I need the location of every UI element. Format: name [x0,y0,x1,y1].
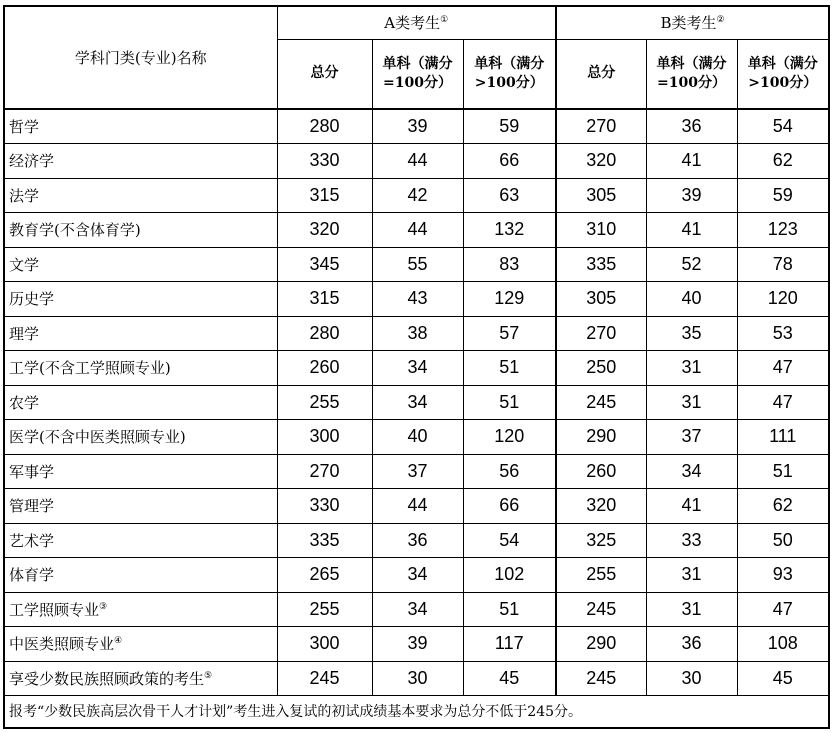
a-total-cell: 280 [277,109,372,144]
a-single-gt100-cell: 66 [463,489,556,524]
subject-name: 中医类照顾专业 [9,635,115,654]
b-single-gt100-cell: 111 [737,420,829,455]
b-single-100-cell: 31 [646,592,737,627]
b-total-cell: 250 [556,351,646,386]
b-total-cell: 245 [556,385,646,420]
a-total-cell: 330 [277,144,372,179]
subject-column-header: 学科门类(专业)名称 [4,6,277,109]
footnote-mark: ⑤ [204,670,213,681]
b-single-gt100-header: 单科（满分>100分） [737,39,829,109]
header-row-groups [4,6,829,39]
subject-name: 艺术学 [9,531,55,550]
b-single-gt100-cell: 62 [737,489,829,524]
subject-name-cell [4,144,277,179]
a-total-cell: 300 [277,420,372,455]
a-single-gt100-cell: 83 [463,247,556,282]
b-single-gt100-cell: 62 [737,144,829,179]
b-total-cell: 255 [556,558,646,593]
table-row [4,282,829,317]
b-single-gt100-cell: 53 [737,316,829,351]
subject-name-cell [4,627,277,662]
footnote-mark: ③ [99,601,108,612]
a-single-100-cell: 39 [372,627,463,662]
subject-name: 管理学 [9,497,55,516]
b-total-cell: 305 [556,178,646,213]
b-single-gt100-cell: 50 [737,523,829,558]
b-total-cell: 320 [556,144,646,179]
b-total-cell: 310 [556,213,646,248]
b-single-100-cell: 41 [646,489,737,524]
a-total-cell: 255 [277,592,372,627]
subject-name-cell [4,316,277,351]
b-single-gt100-cell: 54 [737,109,829,144]
a-single-gt100-cell: 45 [463,661,556,696]
a-single-gt100-cell: 51 [463,351,556,386]
subject-name-cell [4,109,277,144]
a-single-100-cell: 34 [372,592,463,627]
b-single-100-cell: 52 [646,247,737,282]
b-single-gt100-cell: 120 [737,282,829,317]
b-single-100-cell: 41 [646,213,737,248]
subject-name-cell [4,385,277,420]
a-single-gt100-cell: 51 [463,592,556,627]
b-total-cell: 260 [556,454,646,489]
subject-name-cell [4,420,277,455]
a-total-cell: 280 [277,316,372,351]
a-single-gt100-cell: 56 [463,454,556,489]
b-total-cell: 320 [556,489,646,524]
b-single-gt100-cell: 93 [737,558,829,593]
footer-note: 报考“少数民族高层次骨干人才计划”考生进入复试的初试成绩基本要求为总分不低于245分。 [4,696,829,728]
b-single-100-cell: 33 [646,523,737,558]
table-row [4,592,829,627]
b-single-100-cell: 34 [646,454,737,489]
b-single-100-cell: 39 [646,178,737,213]
a-total-cell: 270 [277,454,372,489]
a-total-cell: 335 [277,523,372,558]
b-single-100-cell: 40 [646,282,737,317]
a-total-cell: 315 [277,178,372,213]
b-single-100-cell: 36 [646,627,737,662]
a-total-cell: 300 [277,627,372,662]
b-single-100-cell: 37 [646,420,737,455]
subject-name-cell [4,592,277,627]
table-row [4,213,829,248]
subject-name: 享受少数民族照顾政策的考生 [9,669,205,688]
subject-name-cell [4,454,277,489]
table-row [4,316,829,351]
b-total-cell: 325 [556,523,646,558]
a-single-100-cell: 30 [372,661,463,696]
subject-name-cell [4,213,277,248]
score-table-body [4,109,829,696]
b-single-gt100-cell: 47 [737,385,829,420]
table-row [4,178,829,213]
a-single-100-cell: 44 [372,213,463,248]
a-total-cell: 320 [277,213,372,248]
subject-name: 工学(不含工学照顾专业) [9,359,171,378]
a-total-cell: 315 [277,282,372,317]
table-row [4,420,829,455]
a-single-100-cell: 37 [372,454,463,489]
b-total-cell: 335 [556,247,646,282]
subject-name-cell [4,489,277,524]
a-total-cell: 255 [277,385,372,420]
b-single-gt100-cell: 47 [737,592,829,627]
b-total-cell: 270 [556,316,646,351]
b-single-gt100-cell: 45 [737,661,829,696]
b-total-cell: 290 [556,420,646,455]
a-total-cell: 345 [277,247,372,282]
a-single-100-cell: 34 [372,558,463,593]
subject-name: 医学(不含中医类照顾专业) [9,428,186,447]
subject-name: 法学 [9,186,40,205]
a-single-100-cell: 43 [372,282,463,317]
a-single-100-header: 单科（满分=100分） [372,39,463,109]
a-total-cell: 265 [277,558,372,593]
subject-name: 农学 [9,393,40,412]
b-single-gt100-cell: 59 [737,178,829,213]
b-single-100-cell: 41 [646,144,737,179]
subject-name: 文学 [9,255,40,274]
a-single-100-cell: 34 [372,351,463,386]
a-total-cell: 330 [277,489,372,524]
subject-name: 军事学 [9,462,55,481]
a-single-gt100-cell: 51 [463,385,556,420]
b-single-gt100-cell: 78 [737,247,829,282]
table-row [4,351,829,386]
group-a-header: A类考生① [277,6,556,39]
subject-name: 理学 [9,324,40,343]
a-single-100-cell: 44 [372,489,463,524]
a-single-gt100-header: 单科（满分>100分） [463,39,556,109]
a-single-100-cell: 38 [372,316,463,351]
a-total-cell: 245 [277,661,372,696]
a-single-100-cell: 40 [372,420,463,455]
b-single-gt100-cell: 123 [737,213,829,248]
table-row [4,247,829,282]
a-total-header: 总分 [277,39,372,109]
footnote-mark: ④ [114,636,123,647]
a-single-gt100-cell: 59 [463,109,556,144]
a-single-100-cell: 34 [372,385,463,420]
table-row [4,385,829,420]
table-row [4,144,829,179]
subject-name-cell [4,282,277,317]
a-single-100-cell: 42 [372,178,463,213]
b-single-gt100-cell: 51 [737,454,829,489]
b-single-100-cell: 35 [646,316,737,351]
a-single-100-cell: 39 [372,109,463,144]
subject-name: 历史学 [9,290,55,309]
b-total-header: 总分 [556,39,646,109]
subject-name: 工学照顾专业 [9,600,100,619]
score-table [3,5,830,729]
a-single-gt100-cell: 66 [463,144,556,179]
b-total-cell: 305 [556,282,646,317]
subject-name: 经济学 [9,152,55,171]
group-b-header: B类考生② [556,6,829,39]
table-row [4,558,829,593]
subject-name-cell [4,178,277,213]
subject-name-cell [4,351,277,386]
a-single-gt100-cell: 57 [463,316,556,351]
table-row [4,627,829,662]
b-single-100-cell: 31 [646,558,737,593]
table-row [4,661,829,696]
a-single-gt100-cell: 54 [463,523,556,558]
table-row [4,109,829,144]
b-total-cell: 270 [556,109,646,144]
a-single-gt100-cell: 102 [463,558,556,593]
b-total-cell: 290 [556,627,646,662]
a-single-gt100-cell: 129 [463,282,556,317]
table-row [4,454,829,489]
b-single-gt100-cell: 108 [737,627,829,662]
a-single-gt100-cell: 132 [463,213,556,248]
subject-name: 哲学 [9,118,40,136]
b-single-100-cell: 36 [646,109,737,144]
b-single-100-cell: 30 [646,661,737,696]
a-single-100-cell: 44 [372,144,463,179]
subject-name: 教育学(不含体育学) [9,221,141,240]
group-b-footnote-mark: ② [716,15,725,26]
a-single-gt100-cell: 120 [463,420,556,455]
table-row [4,489,829,524]
b-single-gt100-cell: 47 [737,351,829,386]
a-single-gt100-cell: 63 [463,178,556,213]
a-single-100-cell: 36 [372,523,463,558]
score-table-container [3,5,830,729]
b-total-cell: 245 [556,661,646,696]
b-single-100-cell: 31 [646,351,737,386]
footer-row [4,696,829,728]
b-total-cell: 245 [556,592,646,627]
subject-name: 体育学 [9,566,55,585]
subject-name-cell [4,247,277,282]
b-single-100-header: 单科（满分=100分） [646,39,737,109]
b-single-100-cell: 31 [646,385,737,420]
subject-name-cell [4,558,277,593]
a-single-gt100-cell: 117 [463,627,556,662]
group-a-footnote-mark: ① [440,15,449,26]
subject-name-cell [4,661,277,696]
subject-name-cell [4,523,277,558]
table-row [4,523,829,558]
a-total-cell: 260 [277,351,372,386]
a-single-100-cell: 55 [372,247,463,282]
